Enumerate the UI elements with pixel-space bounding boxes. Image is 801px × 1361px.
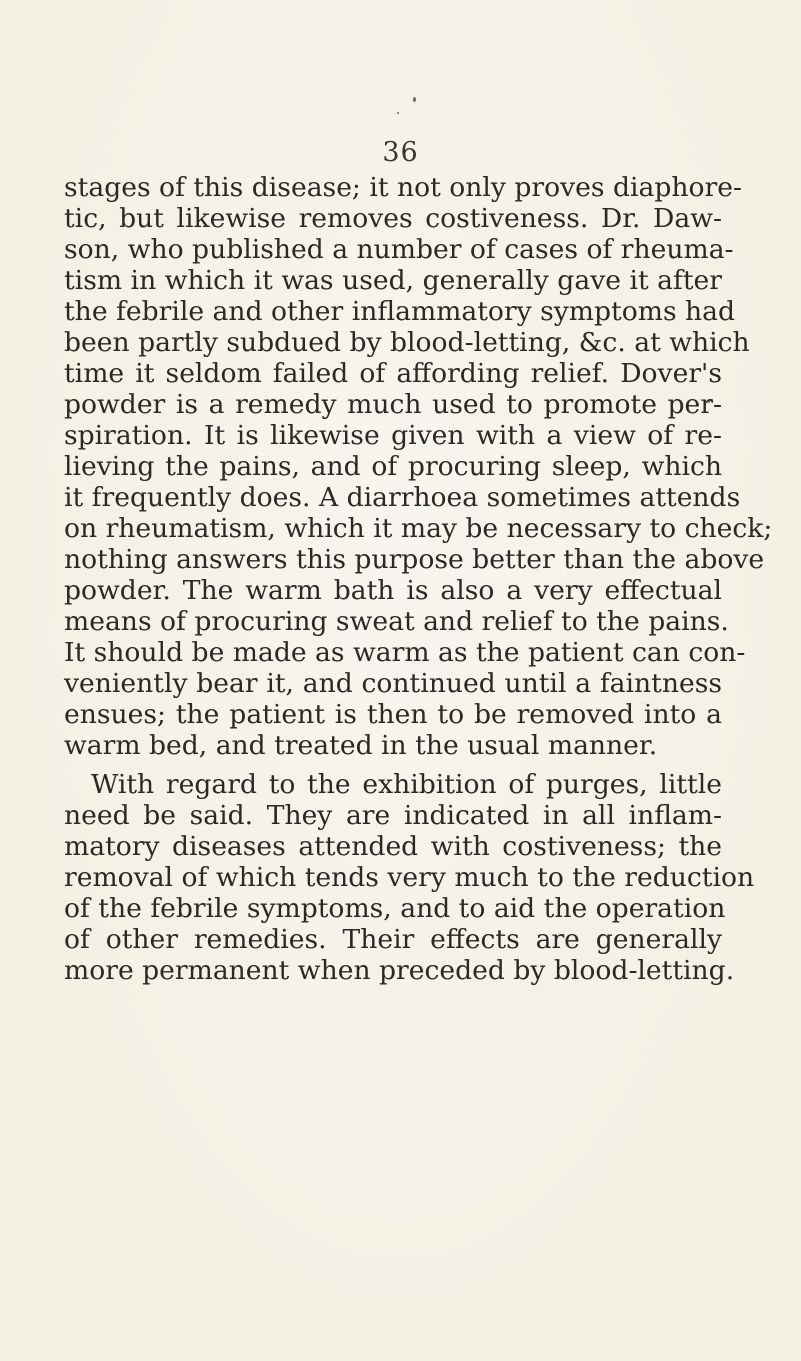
text-line: ensues; the patient is then to be removed into a xyxy=(64,699,722,730)
text-line: It should be made as warm as the patient can con- xyxy=(64,637,746,668)
paragraph-1 xyxy=(64,172,773,761)
text-line: removal of which tends very much to the reduction xyxy=(64,862,755,893)
text-line: the febrile and other inflammatory symptoms had xyxy=(64,296,736,327)
text-line: With regard to the exhibition of purges, little xyxy=(91,769,722,800)
text-line: need be said. They are indicated in all inflam- xyxy=(64,800,722,831)
text-line: veniently bear it, and continued until a faintness xyxy=(64,668,722,699)
text-line: lieving the pains, and of procuring sleep, which xyxy=(64,451,722,482)
text-line: spiration. It is likewise given with a view of re- xyxy=(64,420,722,451)
text-line: means of procuring sweat and relief to the pains. xyxy=(64,606,729,637)
page-number: 36 xyxy=(382,137,419,168)
text-line: tic, but likewise removes costiveness. Dr. Daw- xyxy=(64,203,722,234)
text-line: time it seldom failed of affording relief. Dover's xyxy=(64,358,722,389)
paragraph-2 xyxy=(64,769,755,986)
text-line: powder is a remedy much used to promote per- xyxy=(64,389,722,420)
text-line: more permanent when preceded by blood-letting. xyxy=(64,955,735,986)
text-line: tism in which it was used, generally gave it after xyxy=(64,265,722,296)
text-line: on rheumatism, which it may be necessary to check; xyxy=(64,513,773,544)
text-line: nothing answers this purpose better than the above xyxy=(64,544,765,575)
text-line: of the febrile symptoms, and to aid the operation xyxy=(64,893,726,924)
ink-speck xyxy=(413,97,416,102)
text-line: stages of this disease; it not only proves diaphore- xyxy=(64,172,742,203)
text-line: powder. The warm bath is also a very effectual xyxy=(64,575,722,606)
ink-speck xyxy=(397,112,399,114)
text-line: of other remedies. Their effects are generally xyxy=(64,924,722,955)
text-line: been partly subdued by blood-letting, &c. at which xyxy=(64,327,750,358)
text-line: matory diseases attended with costiveness; the xyxy=(64,831,722,862)
text-line: warm bed, and treated in the usual manner. xyxy=(64,730,658,761)
text-line: son, who published a number of cases of rheuma- xyxy=(64,234,734,265)
text-line: it frequently does. A diarrhoea sometimes attends xyxy=(64,482,741,513)
